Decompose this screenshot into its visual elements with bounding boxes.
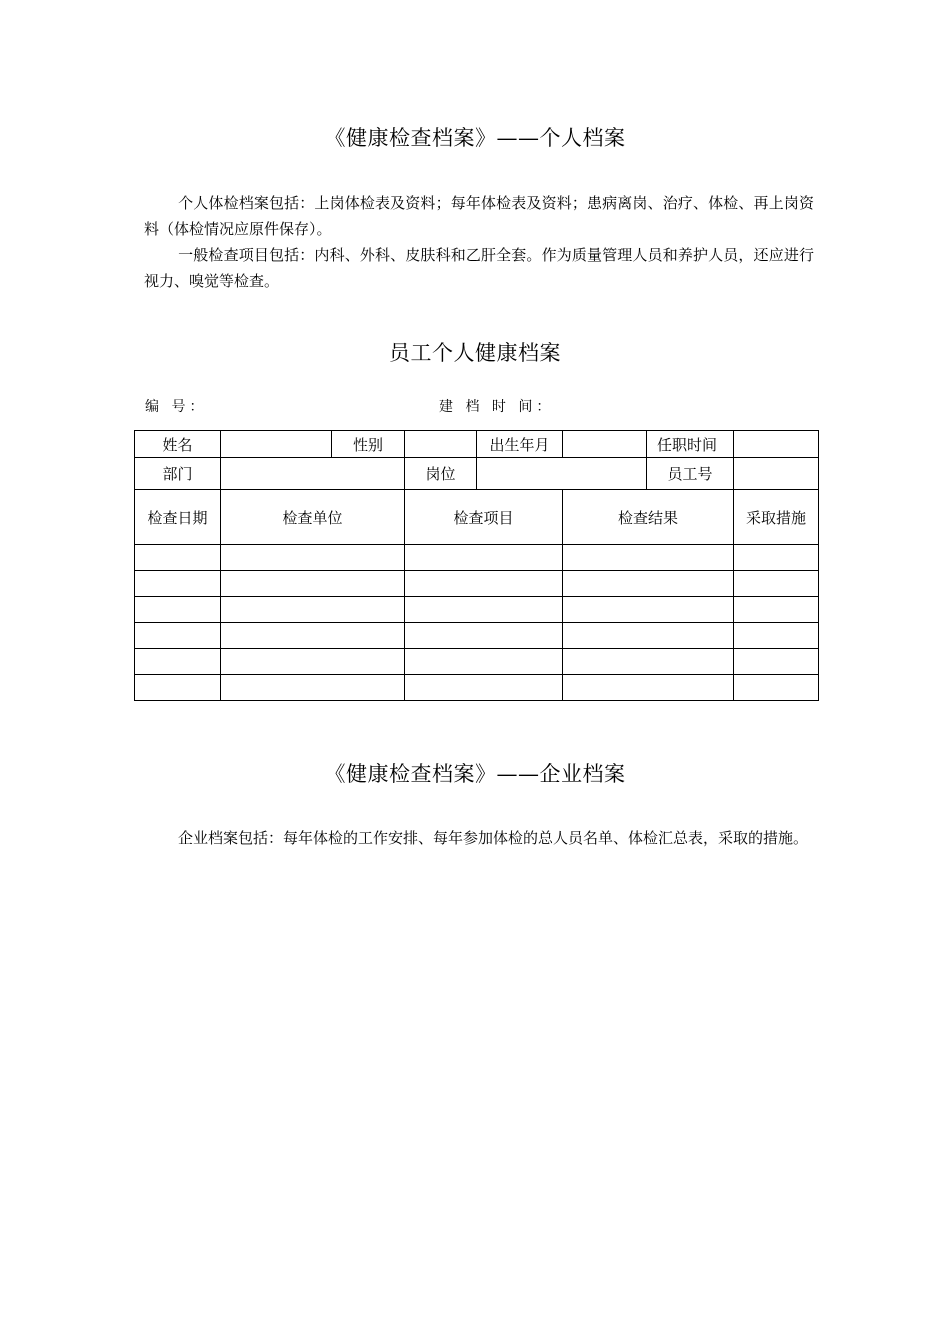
table-row bbox=[135, 545, 819, 571]
cell-check-items[interactable] bbox=[405, 571, 563, 597]
table-row bbox=[135, 597, 819, 623]
table-row bbox=[135, 623, 819, 649]
name-value[interactable] bbox=[221, 431, 332, 458]
header-check-date: 检查日期 bbox=[135, 490, 221, 545]
cell-check-unit[interactable] bbox=[221, 545, 405, 571]
cell-measures[interactable] bbox=[734, 571, 819, 597]
tenure-label: 任职时间 bbox=[647, 431, 734, 458]
name-label: 姓名 bbox=[135, 431, 221, 458]
section1-paragraph-1 bbox=[144, 190, 814, 242]
employee-id-value[interactable] bbox=[734, 458, 819, 490]
header-check-result: 检查结果 bbox=[563, 490, 734, 545]
gender-value[interactable] bbox=[405, 431, 477, 458]
header-check-unit: 检查单位 bbox=[221, 490, 405, 545]
department-label: 部门 bbox=[135, 458, 221, 490]
birth-value[interactable] bbox=[563, 431, 647, 458]
health-record-table bbox=[134, 430, 819, 701]
date-label: 建 档 时 间： bbox=[439, 399, 555, 415]
cell-check-date[interactable] bbox=[135, 545, 221, 571]
cell-measures[interactable] bbox=[734, 649, 819, 675]
number-label: 编 号： bbox=[145, 399, 208, 415]
table-row bbox=[135, 571, 819, 597]
cell-check-unit[interactable] bbox=[221, 571, 405, 597]
cell-measures[interactable] bbox=[734, 623, 819, 649]
cell-measures[interactable] bbox=[734, 545, 819, 571]
header-check-items: 检查项目 bbox=[405, 490, 563, 545]
position-value[interactable] bbox=[477, 458, 647, 490]
table-row-personal-2 bbox=[135, 458, 819, 490]
cell-check-result[interactable] bbox=[563, 675, 734, 701]
cell-check-date[interactable] bbox=[135, 675, 221, 701]
cell-check-items[interactable] bbox=[405, 623, 563, 649]
table-row bbox=[135, 675, 819, 701]
cell-measures[interactable] bbox=[734, 675, 819, 701]
cell-check-items[interactable] bbox=[405, 545, 563, 571]
cell-check-result[interactable] bbox=[563, 649, 734, 675]
cell-check-date[interactable] bbox=[135, 571, 221, 597]
cell-check-date[interactable] bbox=[135, 597, 221, 623]
cell-check-items[interactable] bbox=[405, 675, 563, 701]
gender-label: 性别 bbox=[332, 431, 405, 458]
section2-paragraph-1 bbox=[144, 825, 814, 851]
cell-check-date[interactable] bbox=[135, 649, 221, 675]
cell-check-result[interactable] bbox=[563, 571, 734, 597]
form-title: 员工个人健康档案 bbox=[389, 341, 561, 365]
section1-paragraph-1-text: 个人体检档案包括：上岗体检表及资料；每年体检表及资料；患病离岗、治疗、体检、再上岗资料（体检情况应原件保存）。 bbox=[144, 194, 814, 238]
cell-measures[interactable] bbox=[734, 597, 819, 623]
table-row bbox=[135, 649, 819, 675]
birth-label: 出生年月 bbox=[477, 431, 563, 458]
cell-check-result[interactable] bbox=[563, 623, 734, 649]
section1-paragraph-2 bbox=[144, 242, 814, 294]
tenure-value[interactable] bbox=[734, 431, 819, 458]
cell-check-unit[interactable] bbox=[221, 675, 405, 701]
section1-paragraph-2-text: 一般检查项目包括：内科、外科、皮肤科和乙肝全套。作为质量管理人员和养护人员，还应进行视力、嗅觉等检查。 bbox=[144, 246, 814, 290]
department-value[interactable] bbox=[221, 458, 405, 490]
table-header-row bbox=[135, 490, 819, 545]
cell-check-unit[interactable] bbox=[221, 623, 405, 649]
section1-title: 《健康检查档案》——个人档案 bbox=[324, 126, 626, 150]
position-label: 岗位 bbox=[405, 458, 477, 490]
section2-paragraph-1-text: 企业档案包括：每年体检的工作安排、每年参加体检的总人员名单、体检汇总表，采取的措施。 bbox=[178, 829, 809, 847]
cell-check-items[interactable] bbox=[405, 649, 563, 675]
cell-check-date[interactable] bbox=[135, 623, 221, 649]
employee-id-label: 员工号 bbox=[647, 458, 734, 490]
cell-check-result[interactable] bbox=[563, 597, 734, 623]
cell-check-unit[interactable] bbox=[221, 649, 405, 675]
cell-check-items[interactable] bbox=[405, 597, 563, 623]
table-row-personal-1 bbox=[135, 431, 819, 458]
header-measures: 采取措施 bbox=[734, 490, 819, 545]
cell-check-unit[interactable] bbox=[221, 597, 405, 623]
section2-title: 《健康检查档案》——企业档案 bbox=[324, 762, 626, 786]
cell-check-result[interactable] bbox=[563, 545, 734, 571]
